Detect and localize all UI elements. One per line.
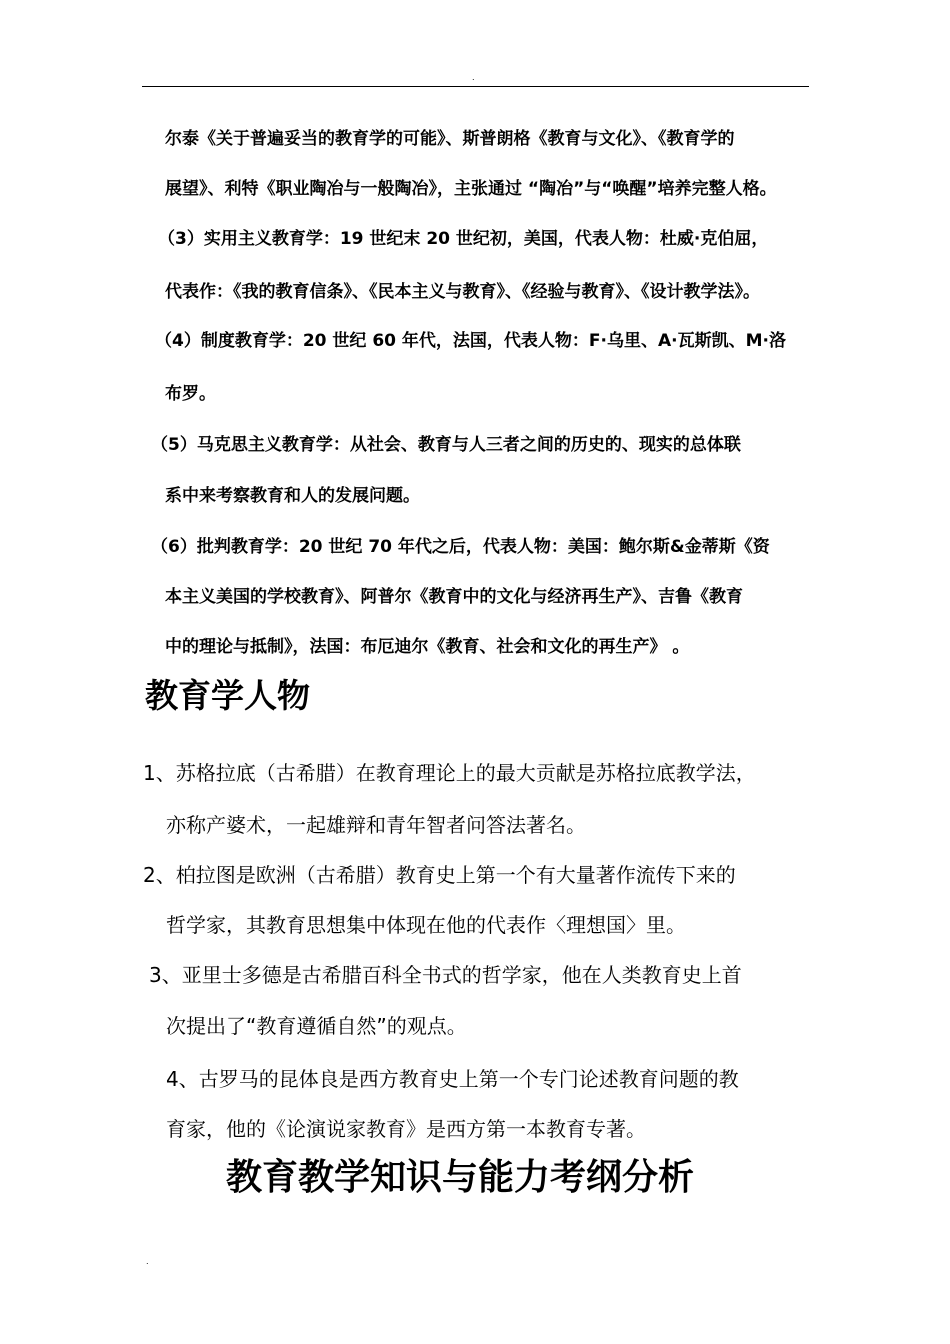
header-rule <box>142 86 809 87</box>
text-line: 中的理论与抵制》，法国：布厄迪尔《教育、社会和文化的再生产》 。 <box>165 637 690 657</box>
text-line: （3）实用主义教育学：19 世纪末 20 世纪初，美国，代表人物：杜威·克伯屈， <box>158 229 769 249</box>
text-line: 代表作：《我的教育信条》、《民本主义与教育》、《经验与教育》、《设计教学法》。 <box>165 282 760 302</box>
header-dot: . <box>472 73 475 82</box>
footer-dot: . <box>146 1257 149 1266</box>
text-line: 哲学家，其教育思想集中体现在他的代表作〈理想国〉里。 <box>166 913 686 937</box>
text-line: 展望》、利特《职业陶冶与一般陶冶》，主张通过 “陶冶”与“唤醒”培养完整人格。 <box>165 179 777 199</box>
text-line: （4）制度教育学：20 世纪 60 年代，法国，代表人物：F·乌里、A·瓦斯凯、M·洛 <box>155 331 786 351</box>
text-line: 2、柏拉图是欧洲（古希腊）教育史上第一个有大量著作流传下来的 <box>143 863 736 887</box>
text-line: （6）批判教育学：20 世纪 70 年代之后，代表人物：美国：鲍尔斯&金蒂斯《资 <box>151 537 770 557</box>
text-line: 亦称产婆术，一起雄辩和青年智者问答法著名。 <box>166 813 586 837</box>
text-line: 育家，他的《论演说家教育》是西方第一本教育专著。 <box>166 1117 646 1141</box>
text-line: 3、亚里士多德是古希腊百科全书式的哲学家，他在人类教育史上首 <box>149 963 742 987</box>
text-line: 4、古罗马的昆体良是西方教育史上第一个专门论述教育问题的教 <box>166 1067 739 1091</box>
text-line: 次提出了“教育遵循自然”的观点。 <box>166 1014 467 1038</box>
text-line: 布罗。 <box>165 384 216 404</box>
heading-exam: 教育教学知识与能力考纲分析 <box>226 1157 695 1198</box>
text-line: 系中来考察教育和人的发展问题。 <box>165 486 420 506</box>
text-line: 1、苏格拉底（古希腊）在教育理论上的最大贡献是苏格拉底教学法， <box>143 761 756 785</box>
text-line: 尔泰《关于普遍妥当的教育学的可能》、斯普朗格《教育与文化》、《教育学的 <box>165 129 735 149</box>
text-line: （5）马克思主义教育学：从社会、教育与人三者之间的历史的、现实的总体联 <box>151 435 741 455</box>
heading-people: 教育学人物 <box>145 676 310 715</box>
text-line: 本主义美国的学校教育》、阿普尔《教育中的文化与经济再生产》、吉鲁《教育 <box>165 587 743 607</box>
